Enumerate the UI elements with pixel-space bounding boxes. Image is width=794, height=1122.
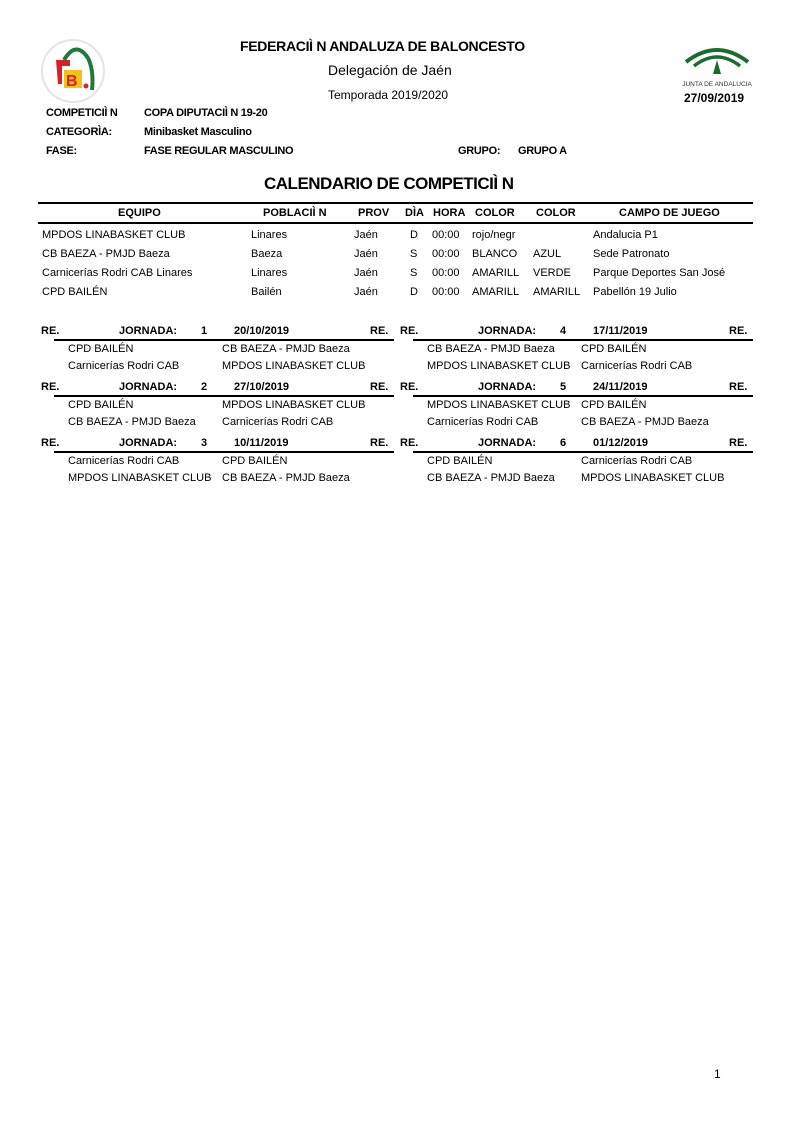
round-rule <box>413 339 753 341</box>
round-rule <box>413 395 753 397</box>
round-date: 27/10/2019 <box>234 381 290 393</box>
delegation-name: Delegación de Jaén <box>328 62 452 78</box>
away-team: Carnicerías Rodri CAB <box>581 455 693 467</box>
team-venue: Pabellón 19 Julio <box>593 286 677 298</box>
team-time: 00:00 <box>432 248 460 260</box>
round-jornada-label: JORNADA: <box>119 381 178 393</box>
round-re-left: RE. <box>41 437 60 449</box>
round-re-left: RE. <box>400 325 419 337</box>
round-re-right: RE. <box>370 325 389 337</box>
round-number: 4 <box>560 325 567 337</box>
team-color2: AMARILL <box>533 286 581 298</box>
group-label: GRUPO: <box>458 145 501 157</box>
col-header-day: DÌA <box>405 207 424 219</box>
team-day: S <box>410 248 418 260</box>
team-color2: VERDE <box>533 267 571 279</box>
team-name: MPDOS LINABASKET CLUB <box>42 229 186 241</box>
round-rule <box>54 395 394 397</box>
round-re-left: RE. <box>41 381 60 393</box>
round-re-right: RE. <box>729 381 748 393</box>
federation-logo <box>40 38 106 104</box>
col-header-province: PROV <box>358 207 390 219</box>
home-team: Carnicerías Rodri CAB <box>68 360 180 372</box>
round-re-left: RE. <box>400 381 419 393</box>
team-color1: BLANCO <box>472 248 518 260</box>
round-rule <box>54 339 394 341</box>
phase-value: FASE REGULAR MASCULINO <box>144 145 294 157</box>
round-re-right: RE. <box>370 381 389 393</box>
team-town: Linares <box>251 267 288 279</box>
season-label: Temporada 2019/2020 <box>328 88 449 102</box>
home-team: MPDOS LINABASKET CLUB <box>68 472 212 484</box>
round-number: 1 <box>201 325 208 337</box>
category-label: CATEGORÌA: <box>46 126 112 138</box>
page-number: 1 <box>714 1067 721 1081</box>
competition-value: COPA DIPUTACIÌ N 19-20 <box>144 107 268 119</box>
team-time: 00:00 <box>432 229 460 241</box>
round-rule <box>413 451 753 453</box>
round-jornada-label: JORNADA: <box>478 325 537 337</box>
team-name: Carnicerías Rodri CAB Linares <box>42 267 193 279</box>
home-team: Carnicerías Rodri CAB <box>427 416 539 428</box>
home-team: CB BAEZA - PMJD Baeza <box>68 416 196 428</box>
home-team: CB BAEZA - PMJD Baeza <box>427 472 555 484</box>
round-jornada-label: JORNADA: <box>478 381 537 393</box>
away-team: Carnicerías Rodri CAB <box>222 416 334 428</box>
col-header-venue: CAMPO DE JUEGO <box>619 207 720 219</box>
away-team: CPD BAILÉN <box>581 399 647 411</box>
away-team: CB BAEZA - PMJD Baeza <box>581 416 709 428</box>
team-name: CPD BAILÉN <box>42 286 108 298</box>
team-day: D <box>410 229 418 241</box>
col-header-color1: COLOR <box>475 207 515 219</box>
team-province: Jaén <box>354 267 378 279</box>
team-color1: AMARILL <box>472 286 520 298</box>
team-venue: Andalucia P1 <box>593 229 658 241</box>
home-team: Carnicerías Rodri CAB <box>68 455 180 467</box>
home-team: MPDOS LINABASKET CLUB <box>427 360 571 372</box>
round-re-left: RE. <box>400 437 419 449</box>
team-time: 00:00 <box>432 286 460 298</box>
team-town: Baeza <box>251 248 283 260</box>
round-re-right: RE. <box>370 437 389 449</box>
group-value: GRUPO A <box>518 145 567 157</box>
home-team: CPD BAILÉN <box>68 343 134 355</box>
round-number: 3 <box>201 437 208 449</box>
away-team: CB BAEZA - PMJD Baeza <box>222 343 350 355</box>
away-team: MPDOS LINABASKET CLUB <box>581 472 725 484</box>
team-province: Jaén <box>354 229 378 241</box>
team-venue: Sede Patronato <box>593 248 670 260</box>
round-number: 5 <box>560 381 567 393</box>
col-header-time: HORA <box>433 207 466 219</box>
junta-logo-text: JUNTA DE ANDALUCIA <box>682 81 752 88</box>
round-rule <box>54 451 394 453</box>
home-team: CB BAEZA - PMJD Baeza <box>427 343 555 355</box>
document-date: 27/09/2019 <box>684 91 745 105</box>
round-number: 6 <box>560 437 567 449</box>
round-jornada-label: JORNADA: <box>119 437 178 449</box>
away-team: CB BAEZA - PMJD Baeza <box>222 472 350 484</box>
home-team: MPDOS LINABASKET CLUB <box>427 399 571 411</box>
phase-label: FASE: <box>46 145 77 157</box>
junta-logo <box>680 40 754 88</box>
category-value: Minibasket Masculino <box>144 126 252 138</box>
team-color1: AMARILL <box>472 267 520 279</box>
round-re-right: RE. <box>729 437 748 449</box>
round-date: 20/10/2019 <box>234 325 290 337</box>
table-header-rule <box>38 222 753 224</box>
away-team: CPD BAILÉN <box>581 343 647 355</box>
round-date: 17/11/2019 <box>593 325 648 337</box>
table-top-rule <box>38 202 753 204</box>
team-day: S <box>410 267 418 279</box>
logo-lettering: B <box>66 73 78 90</box>
team-province: Jaén <box>354 248 378 260</box>
round-date: 01/12/2019 <box>593 437 649 449</box>
col-header-town: POBLACIÌ N <box>263 207 327 219</box>
team-time: 00:00 <box>432 267 460 279</box>
home-team: CPD BAILÉN <box>68 399 134 411</box>
away-team: MPDOS LINABASKET CLUB <box>222 360 366 372</box>
team-color2: AZUL <box>533 248 562 260</box>
team-town: Linares <box>251 229 288 241</box>
round-jornada-label: JORNADA: <box>478 437 537 449</box>
team-color1: rojo/negr <box>472 229 516 241</box>
round-number: 2 <box>201 381 208 393</box>
team-province: Jaén <box>354 286 378 298</box>
team-name: CB BAEZA - PMJD Baeza <box>42 248 170 260</box>
team-town: Bailén <box>251 286 282 298</box>
round-date: 10/11/2019 <box>234 437 289 449</box>
round-date: 24/11/2019 <box>593 381 648 393</box>
team-venue: Parque Deportes San José <box>593 267 726 279</box>
round-re-left: RE. <box>41 325 60 337</box>
col-header-team: EQUIPO <box>118 207 161 219</box>
organization-name: FEDERACIÌ N ANDALUZA DE BALONCESTO <box>240 38 525 54</box>
competition-label: COMPETICIÌ N <box>46 107 118 119</box>
away-team: MPDOS LINABASKET CLUB <box>222 399 366 411</box>
calendar-title: CALENDARIO DE COMPETICIÌ N <box>264 174 514 193</box>
away-team: Carnicerías Rodri CAB <box>581 360 693 372</box>
round-jornada-label: JORNADA: <box>119 325 178 337</box>
team-day: D <box>410 286 418 298</box>
home-team: CPD BAILÉN <box>427 455 493 467</box>
col-header-color2: COLOR <box>536 207 576 219</box>
away-team: CPD BAILÉN <box>222 455 288 467</box>
round-re-right: RE. <box>729 325 748 337</box>
